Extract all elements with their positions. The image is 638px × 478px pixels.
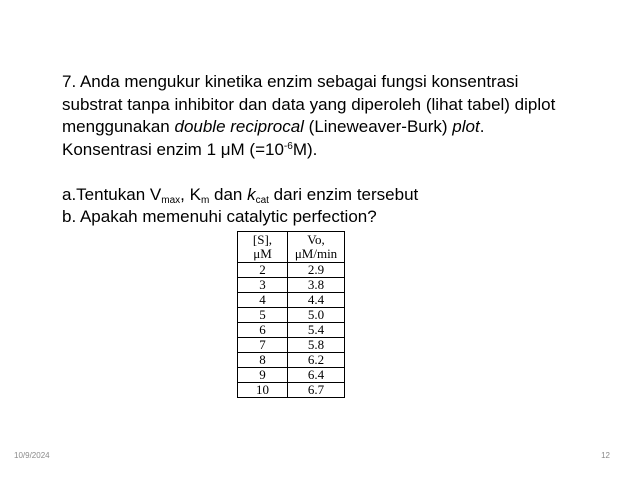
table-cell-velocity: 5.0 xyxy=(288,308,345,323)
table-header-velocity xyxy=(288,232,345,263)
table-header-velocity-line-1: Vo, xyxy=(307,232,325,247)
table-cell-substrate: 9 xyxy=(238,368,288,383)
table-header-substrate xyxy=(238,232,288,263)
part-a-vmax-subscript: max xyxy=(161,194,181,206)
question-part-b xyxy=(62,206,622,229)
table-row xyxy=(238,338,345,353)
table-row xyxy=(238,353,345,368)
question-line-3-emphasis-2: plot xyxy=(452,117,480,136)
part-a-suffix: dari enzim tersebut xyxy=(268,184,419,204)
table-cell-velocity: 4.4 xyxy=(288,293,345,308)
table-cell-velocity: 5.8 xyxy=(288,338,345,353)
table-cell-velocity: 6.7 xyxy=(288,383,345,398)
table-cell-velocity: 3.8 xyxy=(288,278,345,293)
table-row xyxy=(238,323,345,338)
question-line-3 xyxy=(62,116,622,139)
question-line-4-prefix: Konsentrasi enzim 1 μM (=10 xyxy=(62,139,284,159)
question-line-2-text: substrat tanpa inhibitor dan data yang diperoleh (lihat tabel) diplot xyxy=(62,94,556,114)
table-cell-substrate: 7 xyxy=(238,338,288,353)
table-row xyxy=(238,278,345,293)
question-line-3-emphasis-1: double reciprocal xyxy=(174,117,304,136)
table-cell-velocity: 6.4 xyxy=(288,368,345,383)
paragraph-gap xyxy=(62,161,622,184)
table-cell-substrate: 3 xyxy=(238,278,288,293)
question-line-4-exponent: -6 xyxy=(283,140,293,152)
table-cell-substrate: 4 xyxy=(238,293,288,308)
question-line-4 xyxy=(62,139,622,162)
table-cell-substrate: 10 xyxy=(238,383,288,398)
table-header-velocity-line-2: μM/min xyxy=(294,246,338,261)
table-cell-substrate: 2 xyxy=(238,263,288,278)
question-line-1 xyxy=(62,71,622,94)
table-row xyxy=(238,263,345,278)
question-line-3-prefix: menggunakan xyxy=(62,117,175,136)
part-a-mid-1: , K xyxy=(180,184,201,204)
part-a-k-letter: k xyxy=(247,184,256,204)
question-text xyxy=(62,71,622,229)
table-row xyxy=(238,383,345,398)
question-line-1-text: 7. Anda mengukur kinetika enzim sebagai fungsi konsentrasi xyxy=(62,72,519,91)
table-cell-velocity: 2.9 xyxy=(288,263,345,278)
table-cell-velocity: 6.2 xyxy=(288,353,345,368)
footer-date: 10/9/2024 xyxy=(14,451,50,460)
part-a-prefix: a.Tentukan V xyxy=(62,184,162,204)
table-row xyxy=(238,293,345,308)
part-a-km-subscript: m xyxy=(200,194,210,206)
table-cell-substrate: 5 xyxy=(238,308,288,323)
kinetics-data-table xyxy=(237,231,345,398)
table-row xyxy=(238,308,345,323)
table-row xyxy=(238,368,345,383)
table-header-substrate-line-1: [S], xyxy=(252,232,273,247)
part-b-text: b. Apakah memenuhi catalytic perfection? xyxy=(62,207,377,226)
question-line-3-suffix: . xyxy=(479,117,485,136)
part-a-mid-2: dan xyxy=(209,184,248,204)
table-cell-substrate: 8 xyxy=(238,353,288,368)
table-cell-substrate: 6 xyxy=(238,323,288,338)
table-header-substrate-line-2: μM xyxy=(253,246,272,261)
question-line-3-middle: (Lineweaver-Burk) xyxy=(303,117,453,136)
table-header-row xyxy=(238,232,345,263)
part-a-kcat-subscript: cat xyxy=(255,194,269,206)
table-cell-velocity: 5.4 xyxy=(288,323,345,338)
question-line-2 xyxy=(62,94,622,117)
question-line-4-suffix: M). xyxy=(292,139,318,159)
question-part-a xyxy=(62,184,622,207)
footer-page-number: 12 xyxy=(601,451,610,460)
